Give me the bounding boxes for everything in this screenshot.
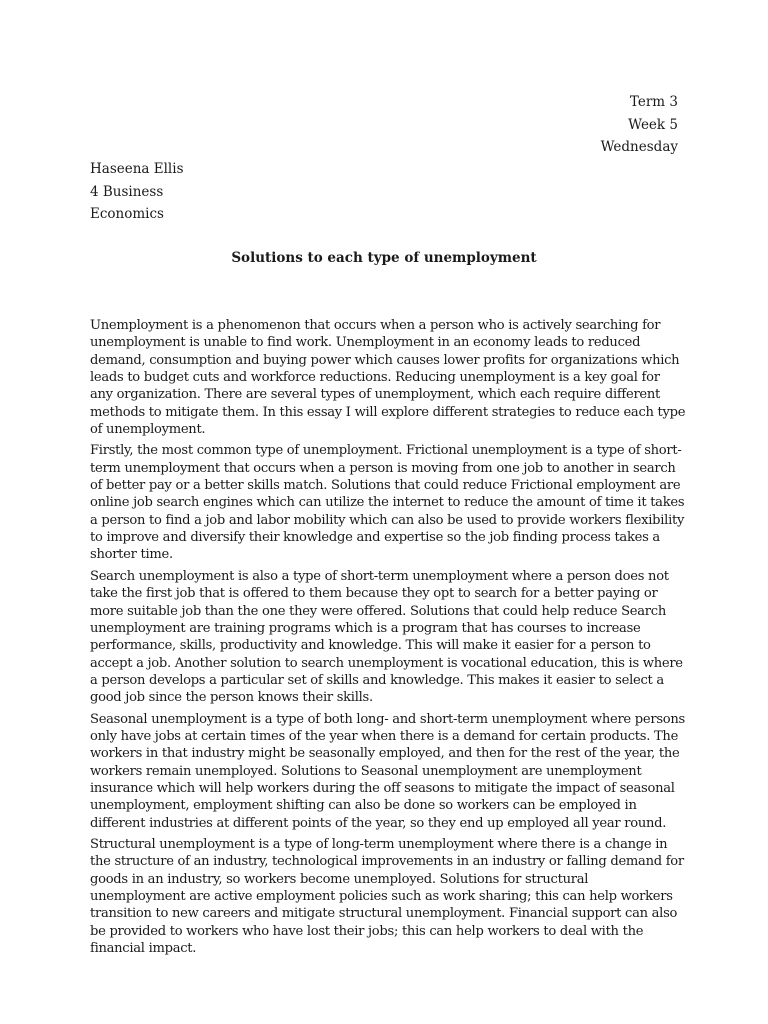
paragraph-seasonal: Seasonal unemployment is a type of both long- and short-term unemployment where persons only have jobs at certain times of the year when there is a demand for certain products. The workers in that industry might be seasonally employed, and then for the rest of the year, the workers remain unemployed. Solutions to Seasonal unemployment are unemployment insurance which will help workers during the off seasons to mitigate the impact of seasonal unemployment, employment shifting can also be done so workers can be employed in different industries at different points of the year, so they end up employed all year round. xyxy=(90,711,685,831)
author-subject: Economics xyxy=(90,206,164,222)
author-name: Haseena Ellis xyxy=(90,161,184,177)
date-block xyxy=(601,91,678,159)
week-label: Week 5 xyxy=(628,116,678,133)
essay-title: Solutions to each type of unemployment xyxy=(231,250,537,266)
author-class: 4 Business xyxy=(90,183,164,200)
day-label: Wednesday xyxy=(600,139,678,155)
paragraph-frictional: Firstly, the most common type of unemployment. Frictional unemployment is a type of short-term unemployment that occurs when a person is moving from one job to another in search of better pay or a better skills match. Solutions that could reduce Frictional employment are online job search engines which can utilize the internet to reduce the amount of time it takes a person to find a job and labor mobility which can also be used to provide workers flexibility to improve and diversify their knowledge and expertise so the job finding process takes a shorter time. xyxy=(90,443,685,563)
paragraph-search: Search unemployment is also a type of short-term unemployment where a person does not take the first job that is offered to them because they opt to search for a better paying or more suitable job than the one they were offered. Solutions that could help reduce Search unemployment are training programs which is a program that has courses to increase performance, skills, productivity and knowledge. This will make it easier for a person to accept a job. Another solution to search unemployment is vocational education, this is where a person develops a particular set of skills and knowledge. This makes it easier to select a good job since the person knows their skills. xyxy=(90,568,683,706)
author-block xyxy=(90,158,184,226)
paragraph-intro: Unemployment is a phenomenon that occurs when a person who is actively searching for unemployment is unable to find work. Unemployment in an economy leads to reduced demand, consumption and buying power which causes lower profits for organizations which leads to budget cuts and workforce reductions. Reducing unemployment is a key goal for any organization. There are several types of unemployment, which each require different methods to mitigate them. In this essay I will explore different strategies to reduce each type of unemployment. xyxy=(90,318,686,438)
term-label: Term 3 xyxy=(629,94,678,110)
paragraph-structural: Structural unemployment is a type of long-term unemployment where there is a change in the structure of an industry, technological improvements in an industry or falling demand for goods in an industry, so workers become unemployed. Solutions for structural unemployment are active employment policies such as work sharing; this can help workers transition to new careers and mitigate structural unemployment. Financial support can also be provided to workers who have lost their jobs; this can help workers to deal with the financial impact. xyxy=(90,836,684,957)
essay-body xyxy=(90,317,686,961)
